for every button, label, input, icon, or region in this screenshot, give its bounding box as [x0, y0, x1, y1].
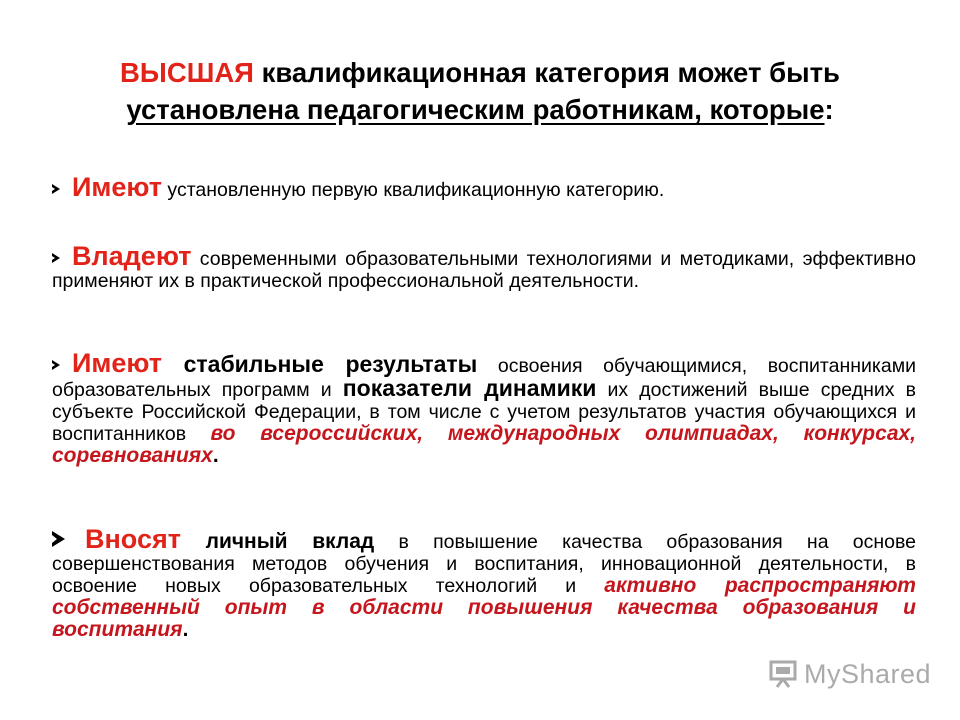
list-item: [52, 524, 916, 641]
slide-title: [40, 54, 920, 128]
item-red-emphasis: активно распространяют собственный опыт в области повышения качества образования и воспитания: [52, 574, 916, 641]
arrow-bullet-icon: [52, 253, 60, 263]
arrow-bullet-icon: [52, 360, 60, 370]
title-colon: :: [824, 94, 834, 125]
title-red-word: ВЫСШАЯ: [120, 57, 254, 88]
item-keyword: Имеют: [72, 172, 163, 202]
item-keyword: Имеют: [72, 348, 163, 378]
watermark-logo: [768, 656, 931, 692]
title-line-1: [40, 54, 920, 91]
presentation-board-icon: [768, 659, 798, 689]
list-item: [52, 241, 916, 292]
item-end: .: [182, 618, 189, 641]
item-text: современными образовательными технологиями и методиками, эффективно применяют их в практической профессиональной деятельности.: [52, 248, 916, 292]
item-keyword: Владеют: [72, 241, 192, 271]
title-line-1-rest: квалификационная категория может быть: [253, 57, 840, 88]
item-bold-phrase: личный вклад: [180, 530, 375, 553]
title-line-2-text: установлена педагогическим работникам, которые: [126, 94, 825, 125]
item-text: установленную первую квалификационную категорию.: [162, 179, 665, 201]
list-item: [52, 172, 916, 202]
item-keyword: Вносят: [85, 524, 181, 554]
list-item: [52, 348, 917, 467]
title-line-2: [40, 91, 920, 128]
arrow-bullet-icon: [52, 184, 60, 194]
item-bold-phrase: стабильные результаты: [162, 351, 478, 377]
item-end: .: [212, 444, 219, 467]
arrow-bullet-icon: [52, 531, 65, 547]
item-text: в повышение качества образования на основе совершенствования методов обучения и воспитания, инновационной деятельности, в освоение новых образовательных технологий и: [52, 531, 916, 597]
watermark-text: MyShared: [804, 658, 932, 689]
item-red-emphasis: во всероссийских, международных олимпиадах, конкурсах, соревнованиях: [52, 422, 917, 467]
item-text-2: их достижений выше средних в субъекте Российской Федерации, в том числе с учетом результатов участия обучающихся и воспитанников: [52, 379, 916, 445]
item-bold-phrase-2: показатели динамики: [342, 375, 597, 401]
item-text: освоения обучающимися, воспитанниками образовательных программ и: [52, 355, 916, 401]
